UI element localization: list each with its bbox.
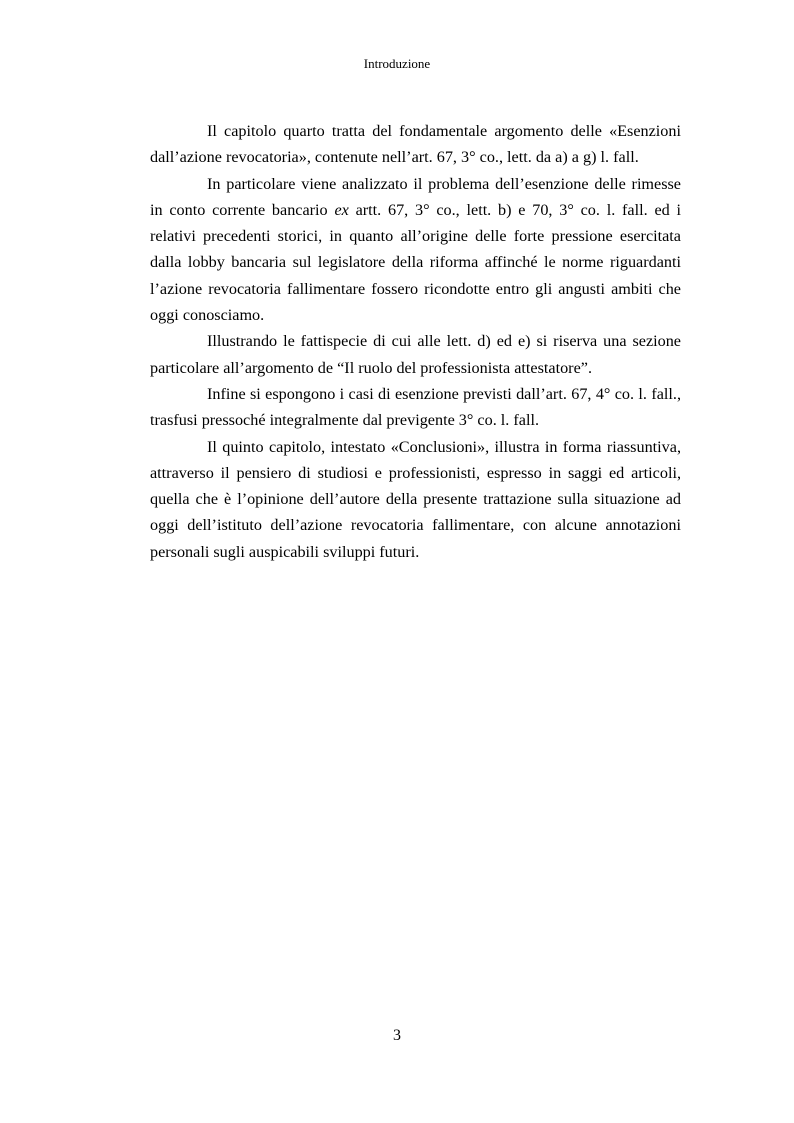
paragraph-chapter-five: Il quinto capitolo, intestato «Conclusioni», illustra in forma riassuntiva, attraverso il pensiero di studiosi e professionisti, espresso in saggi ed articoli, quella che è l’opinione dell’autore della presente trattazione sulla situazione ad oggi dell’istituto dell’azione revocatoria fallimentare, con alcune annotazioni personali sugli auspicabili sviluppi futuri. xyxy=(150,437,681,561)
paragraph-text-start: In particolare viene analizzato il problema dell’esenzione delle rimesse in conto corrente bancario xyxy=(150,174,681,219)
paragraph-exemption-cases: Infine si espongono i casi di esenzione previsti dall’art. 67, 4° co. l. fall., trasfusi pressoché integralmente dal previgente 3° co. l. fall. xyxy=(150,384,681,430)
paragraph-text-end: artt. 67, 3° co., lett. b) e 70, 3° co. l. fall. ed i relativi precedenti storici, in quanto all’origine delle forte pressione esercitata dalla lobby bancaria sul legislatore della riforma affinché le norme riguardanti l’azione revocatoria fallimentare fossero ricondotte entro gli angusti ambiti che oggi conosciamo. xyxy=(150,200,681,325)
running-header: Introduzione xyxy=(363,56,431,71)
body-text xyxy=(150,118,681,565)
paragraph-chapter-four: Il capitolo quarto tratta del fondamentale argomento delle «Esenzioni dall’azione revocatoria», contenute nell’art. 67, 3° co., lett. da a) a g) l. fall. xyxy=(150,122,681,167)
page-number: 3 xyxy=(393,1027,401,1044)
latin-term-ex: ex xyxy=(334,200,349,219)
paragraph-attestor-role: Illustrando le fattispecie di cui alle lett. d) ed e) si riserva una sezione particolare all’argomento de “Il ruolo del professionista attestatore”. xyxy=(150,332,681,377)
paragraph-bank-remittances xyxy=(150,171,681,329)
